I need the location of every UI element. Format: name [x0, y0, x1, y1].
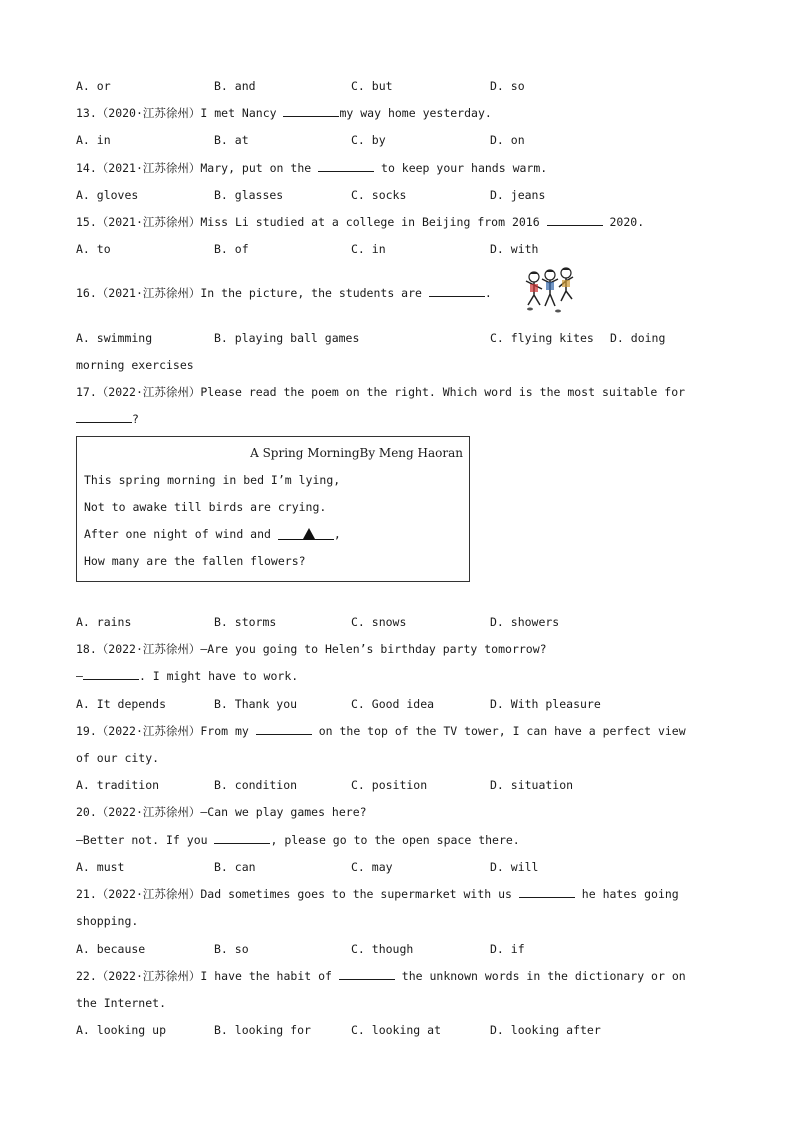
answer-blank — [256, 723, 312, 735]
q13-option-a: A. in — [76, 133, 111, 147]
q17-option-a: A. rains — [76, 615, 132, 629]
q13-option-c: C. by — [351, 133, 386, 147]
q20-line2: —Better not. If you , please go to the open space there. — [76, 833, 520, 847]
q15-option-b: B. of — [214, 242, 249, 256]
q17-stem-wrap: ? — [76, 411, 139, 427]
q13-stem: 13.（2020·江苏徐州）I met Nancy my way home yesterday. — [76, 106, 492, 120]
q14-option-a: A. gloves — [76, 188, 139, 202]
q19-option-b: B. condition — [214, 778, 298, 792]
students-exercising-picture — [520, 265, 576, 315]
q15-option-d: D. with — [490, 242, 539, 256]
q19-option-d: D. situation — [490, 778, 574, 792]
q16-stem: 16.（2021·江苏徐州）In the picture, the students are . — [76, 286, 492, 300]
triangle-marker-icon — [303, 528, 315, 539]
q18-option-c: C. Good idea — [351, 697, 435, 711]
q15-stem: 15.（2021·江苏徐州）Miss Li studied at a college in Beijing from 2016 2020. — [76, 215, 645, 229]
q16-option-b: B. playing ball games — [214, 331, 360, 345]
q15-option-a: A. to — [76, 242, 111, 256]
q16-option-c: C. flying kites — [490, 331, 594, 345]
q14-option-d: D. jeans — [490, 188, 546, 202]
answer-blank — [519, 886, 575, 898]
q18-stem: 18.（2022·江苏徐州）—Are you going to Helen’s birthday party tomorrow? — [76, 642, 547, 656]
q14-option-b: B. glasses — [214, 188, 284, 202]
poem-line-2: Not to awake till birds are crying. — [84, 500, 327, 514]
q14-option-c: C. socks — [351, 188, 407, 202]
answer-blank — [278, 527, 334, 540]
q17-stem: 17.（2022·江苏徐州）Please read the poem on the right. Which word is the most suitable for — [76, 385, 686, 399]
q17-option-b: B. storms — [214, 615, 277, 629]
q21-option-c: C. though — [351, 942, 414, 956]
q22-stem-wrap: the Internet. — [76, 996, 167, 1010]
q19-stem: 19.（2022·江苏徐州）From my on the top of the TV tower, I can have a perfect view — [76, 724, 686, 738]
q12-option-d: D. so — [490, 79, 525, 93]
poem-line-1: This spring morning in bed I’m lying, — [84, 473, 341, 487]
q13-option-d: D. on — [490, 133, 525, 147]
q18-option-d: D. With pleasure — [490, 697, 601, 711]
q19-stem-wrap: of our city. — [76, 751, 160, 765]
q21-stem-wrap: shopping. — [76, 914, 139, 928]
q14-stem: 14.（2021·江苏徐州）Mary, put on the to keep your hands warm. — [76, 161, 548, 175]
q18-option-b: B. Thank you — [214, 697, 298, 711]
answer-blank — [283, 105, 339, 117]
poem-line-3: After one night of wind and , — [84, 527, 341, 541]
q19-option-a: A. tradition — [76, 778, 160, 792]
q22-option-d: D. looking after — [490, 1023, 601, 1037]
q12-option-a: A. or — [76, 79, 111, 93]
q12-option-c: C. but — [351, 79, 393, 93]
q18-option-a: A. It depends — [76, 697, 167, 711]
q20-stem: 20.（2022·江苏徐州）—Can we play games here? — [76, 805, 367, 819]
q16-option-a: A. swimming — [76, 331, 153, 345]
q20-option-a: A. must — [76, 860, 125, 874]
q21-option-a: A. because — [76, 942, 146, 956]
q20-option-d: D. will — [490, 860, 539, 874]
answer-blank — [214, 832, 270, 844]
q20-option-b: B. can — [214, 860, 256, 874]
q15-option-c: C. in — [351, 242, 386, 256]
answer-blank — [339, 968, 395, 980]
poem-title: A Spring MorningBy Meng Haoran — [250, 446, 463, 460]
q22-option-a: A. looking up — [76, 1023, 167, 1037]
q16-option-d: D. doing — [610, 331, 666, 345]
answer-blank — [429, 285, 485, 297]
poem-line-4: How many are the fallen flowers? — [84, 554, 306, 568]
q21-option-b: B. so — [214, 942, 249, 956]
answer-blank — [83, 668, 139, 680]
q22-option-c: C. looking at — [351, 1023, 442, 1037]
q17-option-c: C. snows — [351, 615, 407, 629]
q22-option-b: B. looking for — [214, 1023, 311, 1037]
q12-option-b: B. and — [214, 79, 256, 93]
q17-option-d: D. showers — [490, 615, 560, 629]
q16-option-d-wrap: morning exercises — [76, 358, 194, 372]
q20-option-c: C. may — [351, 860, 393, 874]
poem-box — [76, 436, 470, 582]
q22-stem: 22.（2022·江苏徐州）I have the habit of the unknown words in the dictionary or on — [76, 969, 686, 983]
q18-line2: — . I might have to work. — [76, 669, 299, 683]
q19-option-c: C. position — [351, 778, 428, 792]
answer-blank — [318, 160, 374, 172]
q21-stem: 21.（2022·江苏徐州）Dad sometimes goes to the supermarket with us he hates going — [76, 887, 679, 901]
answer-blank — [76, 411, 132, 423]
answer-blank — [547, 214, 603, 226]
q21-option-d: D. if — [490, 942, 525, 956]
q13-option-b: B. at — [214, 133, 249, 147]
